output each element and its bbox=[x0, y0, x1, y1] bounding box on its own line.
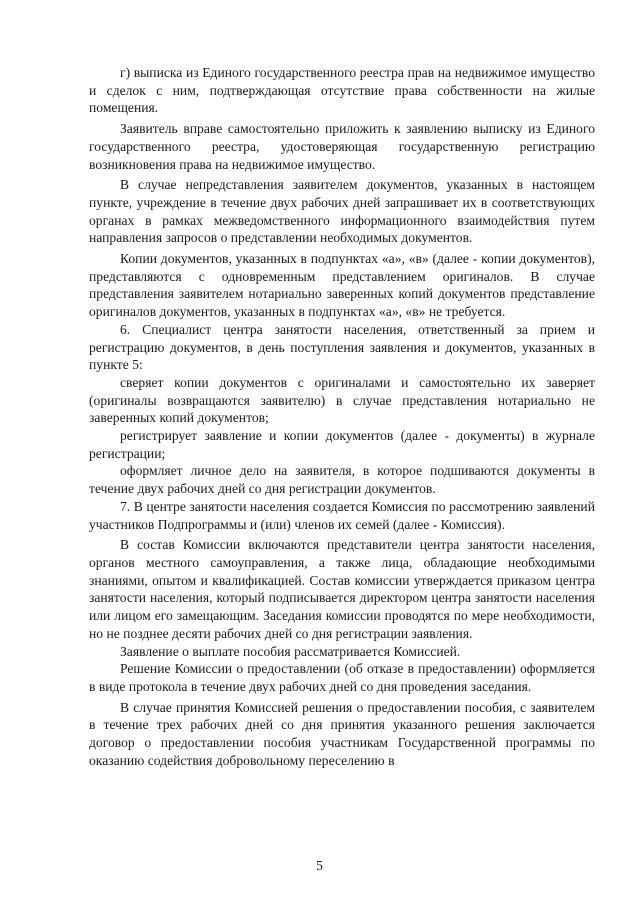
paragraph-document-copies: Копии документов, указанных в подпунктах «а», «в» (далее - копии документов), представляются с одновременным представлением оригиналов. В случае представления заявителем нотариально заверенных копий документов представление оригиналов документов, указанных в подпунктах «а», «в» не требуется. bbox=[89, 251, 595, 320]
paragraph-personal-file: оформляет личное дело на заявителя, в которое подшиваются документы в течение двух рабочих дней со дня регистрации документов. bbox=[89, 463, 595, 497]
paragraph-item-7-commission: 7. В центре занятости населения создается Комиссия по рассмотрению заявлений участников Подпрограммы и (или) членов их семей (далее - Комиссия). bbox=[89, 498, 595, 532]
paragraph-applicant-right: Заявитель вправе самостоятельно приложить к заявлению выписку из Единого государственного реестра, удостоверяющая государственную регистрацию возникновения права на недвижимое имущество. bbox=[89, 121, 595, 172]
paragraph-register-documents: регистрирует заявление и копии документов (далее - документы) в журнале регистрации; bbox=[89, 428, 595, 461]
paragraph-item-6: 6. Специалист центра занятости населения, ответственный за прием и регистрацию документов, в день поступления заявления и документов, указанных в пункте 5: bbox=[89, 321, 595, 373]
paragraph-agreement: В случае принятия Комиссией решения о предоставлении пособия, с заявителем в течение трех рабочих дней со дня принятия указанного решения заключается договор о предоставлении пособия участникам Государственной программы по оказанию содействия добровольному переселению в bbox=[89, 699, 595, 768]
paragraph-commission-composition: В состав Комиссии включаются представители центра занятости населения, органов местного самоуправления, а также лица, обладающие необходимыми знаниями, опытом и квалификацией. Состав комиссии утверждается приказом центра занятости населения, который подписывается директором центра занятости населения или лицом его замещающим. Заседания комиссии проводятся по мере необходимости, но не позднее десяти рабочих дней со дня регистрации заявления. bbox=[89, 537, 595, 641]
paragraph-commission-decision: Решение Комиссии о предоставлении (об отказе в предоставлении) оформляется в виде протокола в течение двух рабочих дней со дня проведения заседания. bbox=[89, 661, 595, 694]
paragraph-non-submission: В случае непредставления заявителем документов, указанных в настоящем пункте, учреждение в течение двух рабочих дней запрашивает их в соответствующих органах в рамках межведомственного информационного взаимодействия путем направления запросов о представлении необходимых документов. bbox=[89, 177, 595, 246]
paragraph-verify-copies: сверяет копии документов с оригиналами и самостоятельно их заверяет (оригиналы возвращаются заявителю) в случае представления нотариально не заверенных копий документов; bbox=[89, 374, 595, 426]
page-number: 5 bbox=[316, 858, 323, 873]
document-body bbox=[89, 64, 595, 769]
paragraph-allowance-review: Заявление о выплате пособия рассматривается Комиссией. bbox=[120, 643, 461, 659]
paragraph-extract-item-g: г) выписка из Единого государственного реестра прав на недвижимое имущество и сделок с ним, подтверждающая отсутствие права собственности на жилые помещения. bbox=[89, 65, 595, 116]
